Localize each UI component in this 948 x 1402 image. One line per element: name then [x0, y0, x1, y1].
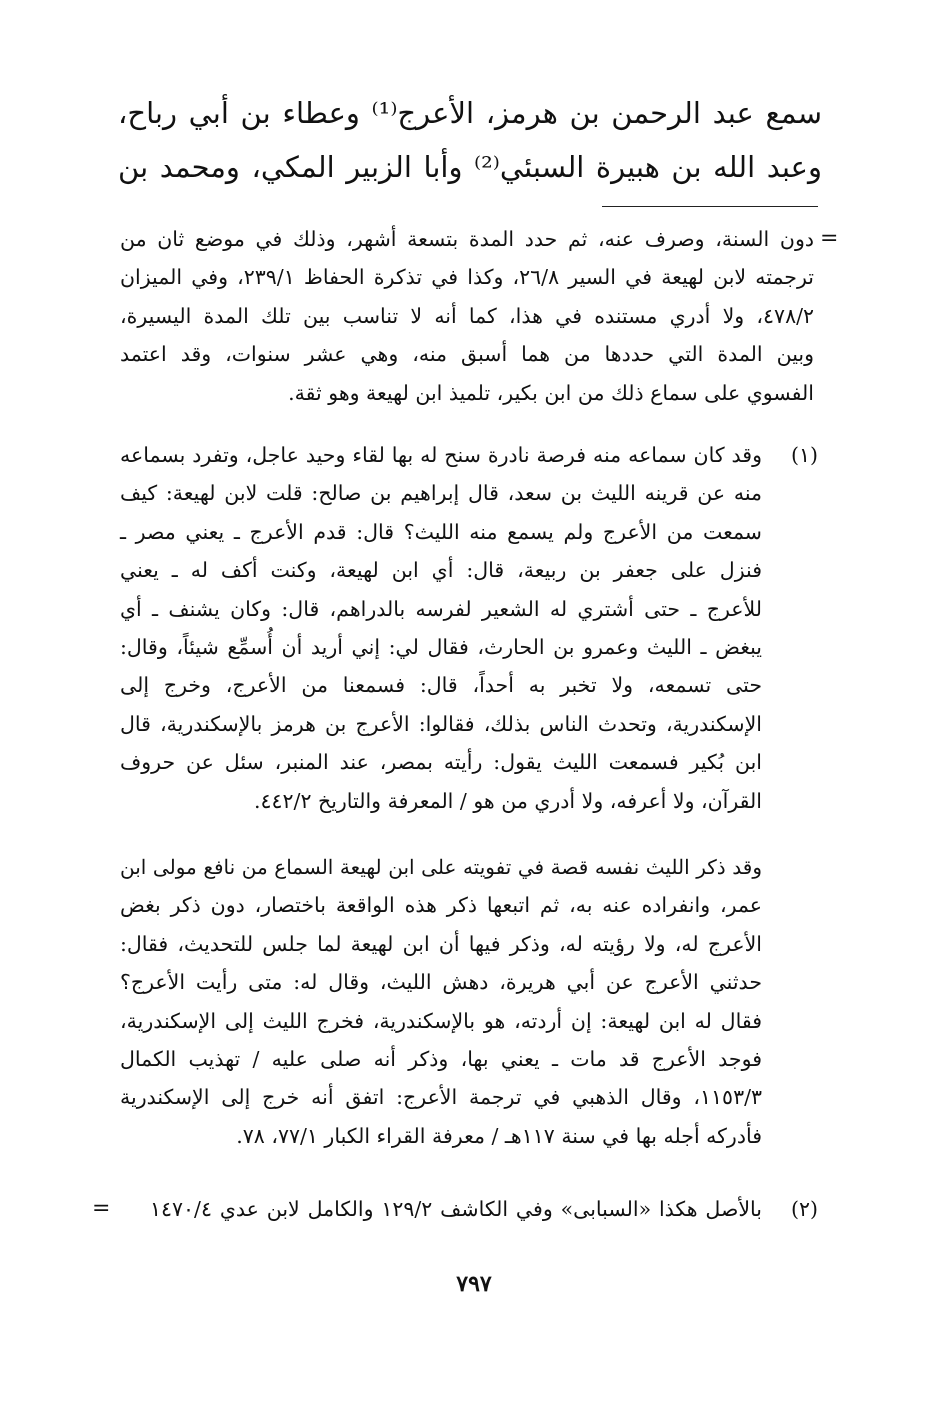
footnote-line: الأعرج له، ولا رؤيته له، وذكر فيها أن ابن لهيعة لما جلس للتحديث، فقال:	[120, 931, 762, 956]
footnote-2-number: (٢)	[790, 1197, 818, 1221]
footnote-1-paragraph-2	[120, 848, 762, 1155]
footnote-1-number: (١)	[790, 443, 818, 467]
footnote-line: سمعت من الأعرج ولم يسمع منه الليث؟ قال: قدم الأعرج ـ يعني مصر ـ	[120, 519, 762, 544]
footnote-2	[150, 1190, 762, 1228]
footnote-line: فقال له ابن لهيعة: إن أردته، هو بالإسكندرية، فخرج الليث إلى الإسكندرية،	[120, 1008, 762, 1033]
footnote-continuation	[120, 220, 814, 412]
footnote-line: القرآن، ولا أعرفه، ولا أدري من هو / المعرفة والتاريخ ٤٤٢/٢.	[253, 788, 762, 813]
footnote-continuation-mark: =	[820, 226, 839, 251]
footnote-line: دون السنة، وصرف عنه، ثم حدد المدة بتسعة أشهر، وذلك في موضع ثان من	[120, 227, 814, 251]
footnote-line: وقد ذكر الليث نفسه قصة في تفويته على ابن لهيعة السماع من نافع مولى ابن	[120, 855, 762, 879]
footnote-line: حتى تسمعه، ولا تخبر به أحداً، قال: فسمعنا من الأعرج، وخرج إلى	[120, 673, 762, 698]
footnote-line: وقد كان سماعه منه فرصة نادرة سنح له بها لقاء وحيد عاجل، وتفرد بسماعه	[120, 443, 762, 467]
main-text-line: وعبد الله بن هبيرة السبئي⁽²⁾ وأبا الزبير المكي، ومحمد بن	[118, 150, 822, 184]
footnote-line: حدثني الأعرج عن أبي هريرة، دهش الليث، وقال له: متى رأيت الأعرج؟	[120, 970, 762, 995]
footnote-line: ٤٧٨/٢، ولا أدري مستنده في هذا، كما أنه لا تناسب بين تلك المدة اليسيرة،	[120, 303, 814, 328]
footnote-line: ترجمته لابن لهيعة في السير ٢٦/٨، وكذا في تذكرة الحفاظ ٢٣٩/١، وفي الميزان	[120, 265, 814, 290]
footnote-line: يبغض ـ الليث وعمرو بن الحارث، فقال لي: إني أريد أن أُسمِّع شيئاً، وقال:	[120, 634, 762, 659]
footnote-line: الفسوي على سماع ذلك من ابن بكير، تلميذ ابن لهيعة وهو ثقة.	[288, 380, 814, 405]
footnote-line: منه عن قرينه الليث بن سعد، قال إبراهيم بن صالح: قلت لابن لهيعة: كيف	[120, 481, 762, 506]
footnote-line: فوجد الأعرج قد مات ـ يعني بها، وذكر أنه صلى عليه / تهذيب الكمال	[120, 1046, 762, 1071]
footnote-line: وبين المدة التي حددها من هما أسبق منه، وهي عشر سنوات، وقد اعتمد	[120, 342, 814, 367]
footnote-line: ١١٥٣/٣، وقال الذهبي في ترجمة الأعرج: اتفق أنه خرج إلى الإسكندرية	[120, 1085, 762, 1110]
main-text	[118, 86, 822, 194]
footnote-separator-rule	[602, 206, 818, 207]
main-text-line: سمع عبد الرحمن بن هرمز، الأعرج⁽¹⁾ وعطاء بن أبي رباح،	[118, 96, 822, 130]
footnote-line: فأدركه أجله بها في سنة ١١٧هـ / معرفة القراء الكبار ٧٧/١، ٧٨.	[236, 1123, 762, 1148]
footnote-2-continuation-mark: =	[92, 1196, 111, 1221]
footnote-line: الإسكندرية، وتحدث الناس بذلك، فقالوا: الأعرج بن هرمز بالإسكندرية، قال	[120, 711, 762, 736]
footnote-line: ابن بُكير فسمعت الليث يقول: رأيته بمصر، عند المنبر، سئل عن حروف	[120, 750, 762, 775]
footnote-line: عمر، وانفراده عنه به، ثم اتبعها ذكر هذه الواقعة باختصار، دون ذكر بغض	[120, 893, 762, 918]
footnote-line: للأعرج ـ حتى أشتري له الشعير لفرسه بالدراهم، قال: وكان يشنف ـ أي	[120, 596, 762, 621]
footnote-line: بالأصل هكذا «السبابى» وفي الكاشف ١٢٩/٢ والكامل لابن عدي ١٤٧٠/٤	[150, 1197, 762, 1221]
footnote-1-paragraph-1	[120, 436, 762, 820]
page-number: ٧٩٧	[456, 1271, 492, 1297]
footnote-line: فنزل على جعفر بن ربيعة، قال: أي ابن لهيعة، وكنت أكف له ـ يعني	[120, 558, 762, 583]
